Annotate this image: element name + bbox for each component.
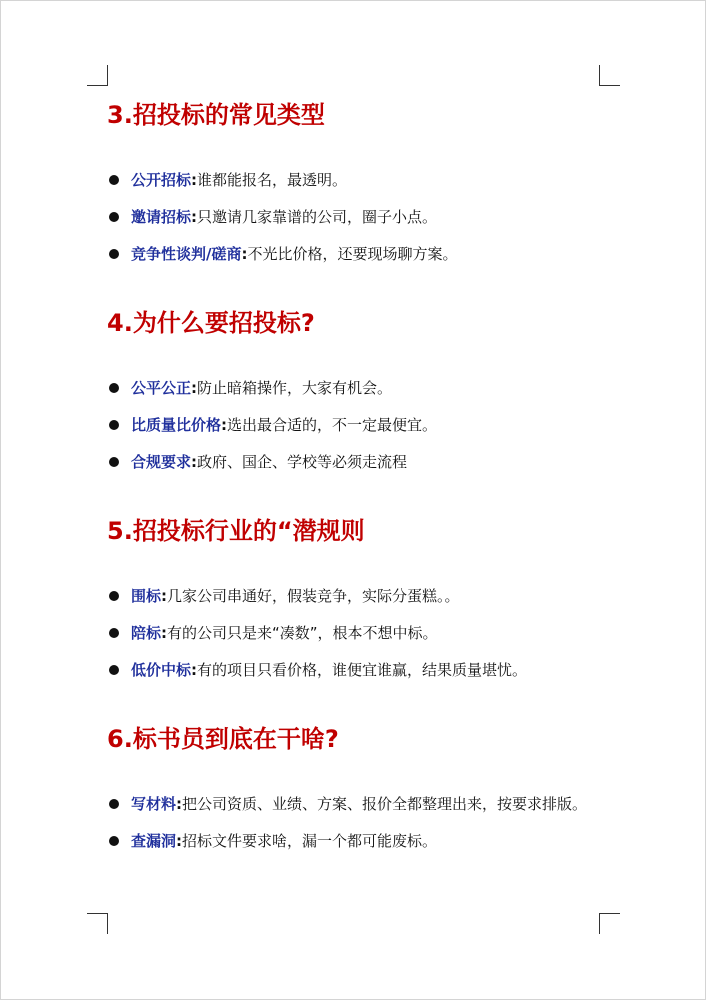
item-text: 政府、国企、学校等必须走流程 xyxy=(197,453,408,471)
bullet-icon xyxy=(109,249,119,259)
bullet-icon xyxy=(109,212,119,222)
bullet-icon xyxy=(109,665,119,675)
item-colon: : xyxy=(161,587,168,605)
bullet-icon xyxy=(109,591,119,601)
section-heading: 5.招投标行业的“潜规则 xyxy=(107,517,365,545)
item-colon: : xyxy=(176,832,183,850)
item-text: 防止暗箱操作，大家有机会。 xyxy=(197,379,393,397)
document-body xyxy=(107,96,602,860)
bullet-list xyxy=(107,162,602,273)
item-colon: : xyxy=(176,795,183,813)
item-colon: : xyxy=(221,416,228,434)
item-term: 合规要求 xyxy=(131,453,192,471)
bullet-icon xyxy=(109,383,119,393)
bullet-icon xyxy=(109,799,119,809)
list-item xyxy=(107,162,602,199)
item-colon: : xyxy=(241,245,248,263)
item-colon: : xyxy=(191,171,198,189)
bullet-icon xyxy=(109,420,119,430)
item-term: 查漏洞 xyxy=(131,832,177,850)
item-text: 不光比价格，还要现场聊方案。 xyxy=(247,245,458,263)
section-heading: 3.招投标的常见类型 xyxy=(107,101,325,129)
list-item xyxy=(107,786,602,823)
item-text: 只邀请几家靠谱的公司，圈子小点。 xyxy=(197,208,438,226)
list-item xyxy=(107,578,602,615)
crop-mark-top-right xyxy=(599,65,620,86)
item-term: 陪标 xyxy=(131,624,162,642)
item-term: 写材料 xyxy=(131,795,177,813)
item-colon: : xyxy=(161,624,168,642)
list-item xyxy=(107,652,602,689)
list-item xyxy=(107,199,602,236)
item-term: 竞争性谈判/磋商 xyxy=(131,245,242,263)
list-item xyxy=(107,236,602,273)
item-text: 谁都能报名，最透明。 xyxy=(197,171,348,189)
crop-mark-bottom-right xyxy=(599,913,620,934)
item-text: 有的公司只是来“凑数”，根本不想中标。 xyxy=(167,624,438,642)
list-item xyxy=(107,823,602,860)
list-item xyxy=(107,407,602,444)
item-colon: : xyxy=(191,379,198,397)
bullet-icon xyxy=(109,175,119,185)
item-colon: : xyxy=(191,661,198,679)
list-item xyxy=(107,370,602,407)
item-colon: : xyxy=(191,208,198,226)
bullet-list xyxy=(107,578,602,689)
item-text: 几家公司串通好，假装竞争，实际分蛋糕。。 xyxy=(167,587,460,605)
item-text: 把公司资质、业绩、方案、报价全都整理出来，按要求排版。 xyxy=(182,795,588,813)
bullet-icon xyxy=(109,836,119,846)
item-term: 公开招标 xyxy=(131,171,192,189)
item-term: 公平公正 xyxy=(131,379,192,397)
bullet-icon xyxy=(109,628,119,638)
list-item xyxy=(107,444,602,481)
item-term: 邀请招标 xyxy=(131,208,192,226)
item-term: 低价中标 xyxy=(131,661,192,679)
list-item xyxy=(107,615,602,652)
item-term: 比质量比价格 xyxy=(131,416,222,434)
item-text: 选出最合适的，不一定最便宜。 xyxy=(227,416,438,434)
item-term: 围标 xyxy=(131,587,162,605)
section-heading: 4.为什么要招投标? xyxy=(107,309,315,337)
item-colon: : xyxy=(191,453,198,471)
item-text: 有的项目只看价格，谁便宜谁赢，结果质量堪忧。 xyxy=(197,661,528,679)
bullet-list xyxy=(107,370,602,481)
bullet-icon xyxy=(109,457,119,467)
item-text: 招标文件要求啥，漏一个都可能废标。 xyxy=(182,832,438,850)
bullet-list xyxy=(107,786,602,860)
section-heading: 6.标书员到底在干啥? xyxy=(107,725,339,753)
crop-mark-top-left xyxy=(87,65,108,86)
crop-mark-bottom-left xyxy=(87,913,108,934)
